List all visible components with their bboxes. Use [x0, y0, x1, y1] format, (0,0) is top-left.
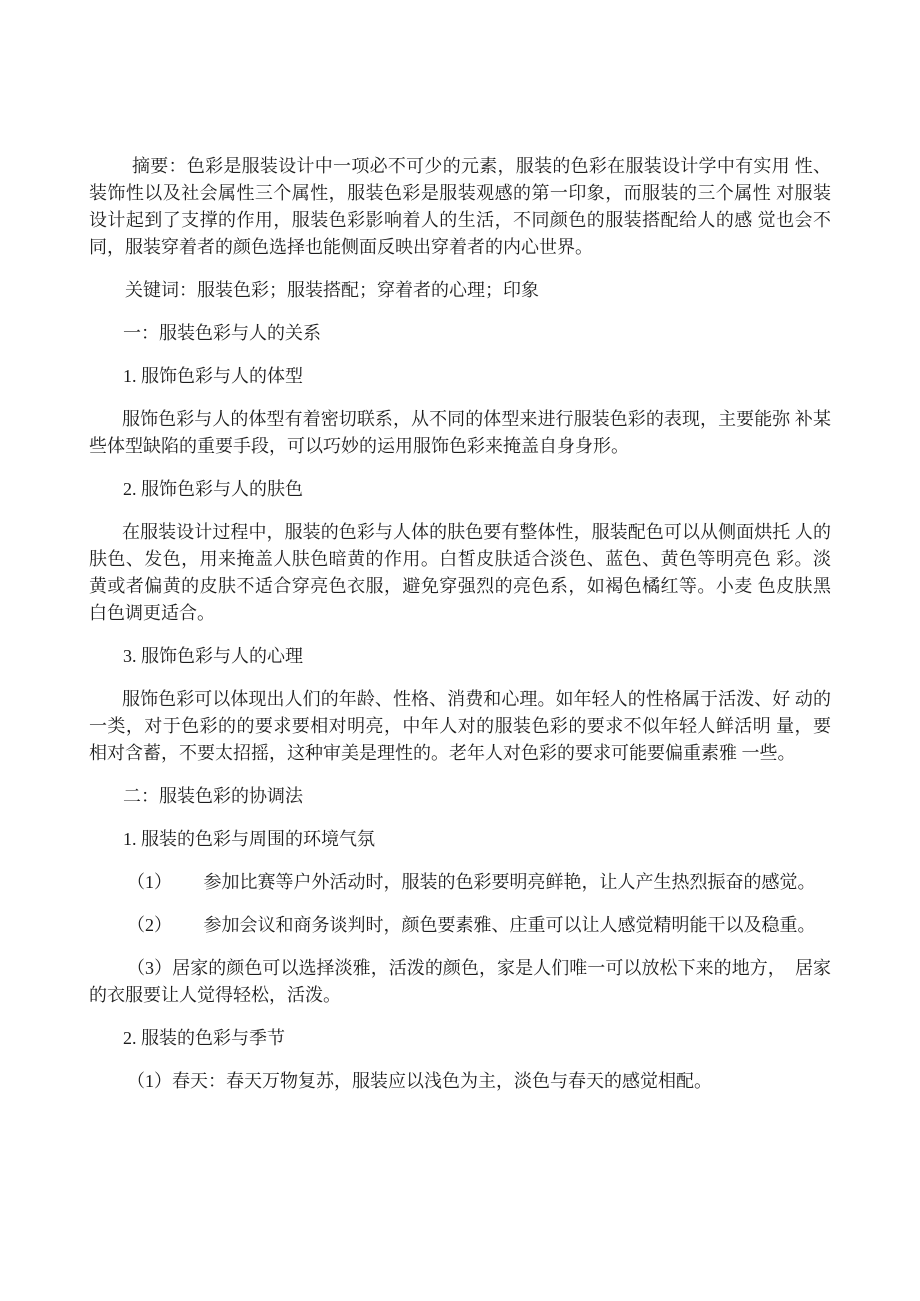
- keywords-line: 关键词：服装色彩；服装搭配；穿着者的心理；印象: [125, 280, 539, 300]
- list-item-spring: （1）春天：春天万物复苏，服装应以浅色为主，淡色与春天的感觉相配。: [127, 1071, 712, 1091]
- body-paragraph: 服饰色彩与人的体型有着密切联系，从不同的体型来进行服装色彩的表现，主要能弥 补某些体型缺陷的重要手段，可以巧妙的运用服饰色彩来掩盖自身身形。: [89, 409, 831, 456]
- subsection-heading-1-2: 2. 服饰色彩与人的肤色: [123, 479, 303, 499]
- subsection-heading-2-1: 1. 服装的色彩与周围的环境气氛: [123, 829, 375, 849]
- body-paragraph: 服饰色彩可以体现出人们的年龄、性格、消费和心理。如年轻人的性格属于活泼、好 动的一类，对于色彩的的要求要相对明亮，中年人对的服装色彩的要求不似年轻人鲜活明 量，要相对含蓄，不要太招摇，这种审美是理性的。老年人对色彩的要求可能要偏重素雅 一些。: [89, 689, 831, 763]
- abstract-paragraph: 摘要：色彩是服装设计中一项必不可少的元素，服装的色彩在服装设计学中有实用 性、装饰性以及社会属性三个属性，服装色彩是服装观感的第一印象，而服装的三个属性 对服装设计起到了支撑的作用，服装色彩影响着人的生活，不同颜色的服装搭配给人的感 觉也会不同，服装穿着者的颜色选择也能侧面反映出穿着者的内心世界。: [89, 156, 831, 257]
- list-item-1: （1） 参加比赛等户外活动时，服装的色彩要明亮鲜艳，让人产生热烈振奋的感觉。: [127, 872, 816, 892]
- subsection-heading-2-2: 2. 服装的色彩与季节: [123, 1028, 285, 1048]
- subsection-heading-1-3: 3. 服饰色彩与人的心理: [123, 646, 303, 666]
- subsection-heading-1-1: 1. 服饰色彩与人的体型: [123, 366, 303, 386]
- list-item-3: （3）居家的颜色可以选择淡雅，活泼的颜色，家是人们唯一可以放松下来的地方， 居家的衣服要让人觉得轻松，活泼。: [89, 958, 831, 1005]
- body-paragraph: 在服装设计过程中，服装的色彩与人体的肤色要有整体性，服装配色可以从侧面烘托 人的肤色、发色，用来掩盖人肤色暗黄的作用。白皙皮肤适合淡色、蓝色、黄色等明亮色 彩。淡黄或者偏黄的皮肤不适合穿亮色衣服，避免穿强烈的亮色系，如褐色橘红等。小麦 色皮肤黑白色调更适合。: [89, 522, 831, 623]
- list-item-2: （2） 参加会议和商务谈判时，颜色要素雅、庄重可以让人感觉精明能干以及稳重。: [127, 915, 816, 935]
- section-heading-1: 一：服装色彩与人的关系: [123, 323, 321, 343]
- section-heading-2: 二：服装色彩的协调法: [123, 786, 303, 806]
